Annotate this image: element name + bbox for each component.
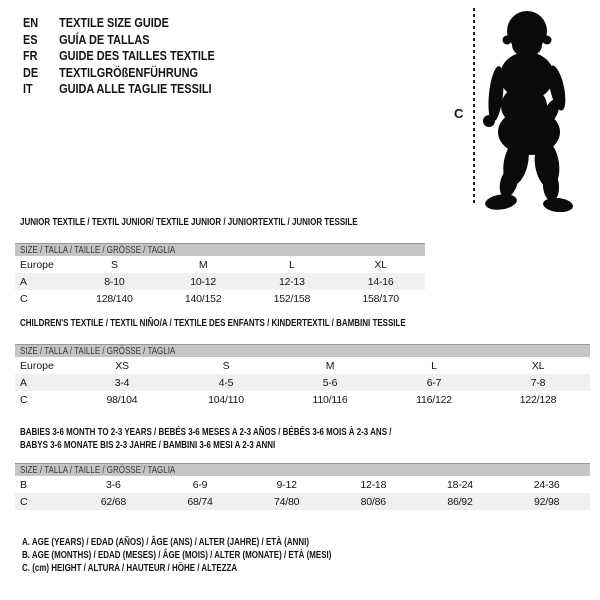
- heading-line: BABYS 3-6 MONATE BIS 2-3 JAHRE / BAMBINI 3-6 MESI A 2-3 ANNI: [20, 439, 276, 451]
- children-size-table: [15, 357, 590, 408]
- footnotes: [22, 536, 429, 575]
- height-measure-dashed-line: [473, 8, 475, 206]
- size-bar: [15, 344, 590, 357]
- language-row: [23, 81, 215, 98]
- table-row: [15, 273, 425, 290]
- table-row: [15, 256, 425, 273]
- toddler-silhouette-icon: [480, 5, 595, 212]
- size-cell: S: [222, 359, 230, 372]
- language-row: [23, 32, 215, 49]
- table-heading: [15, 216, 425, 229]
- language-code: FR: [23, 48, 38, 63]
- size-cell: 80/86: [360, 495, 386, 508]
- size-cell: 3-4: [114, 376, 130, 389]
- size-cell: L: [431, 359, 437, 372]
- guide-title: GUIDA ALLE TAGLIE TESSILI: [59, 81, 212, 96]
- size-cell: XS: [115, 359, 129, 372]
- size-cell: 152/158: [273, 292, 311, 305]
- size-cell: S: [110, 258, 118, 271]
- junior-textile-section: [15, 216, 425, 307]
- junior-size-table: [15, 256, 425, 307]
- size-cell: 24-36: [533, 478, 560, 491]
- row-label: A: [20, 275, 28, 288]
- size-cell: 116/122: [416, 393, 452, 406]
- size-cell: 3-6: [106, 478, 121, 491]
- row-label: C: [20, 393, 28, 406]
- table-row: [15, 476, 590, 493]
- size-bar: [15, 463, 590, 476]
- row-label: B: [20, 478, 28, 491]
- heading-line: BABIES 3-6 MONTH TO 2-3 YEARS / BEBÉS 3-6 MESES A 2-3 AÑOS / BÉBÉS 3-6 MOIS À 2-3 ANS /: [20, 426, 392, 438]
- size-cell: M: [325, 359, 335, 372]
- heading-line: JUNIOR TEXTILE / TEXTIL JUNIOR/ TEXTILE JUNIOR / JUNIORTEXTIL / JUNIOR TESSILE: [20, 216, 358, 228]
- size-cell: 9-12: [276, 478, 297, 491]
- size-cell: 12-13: [278, 275, 305, 288]
- size-cell: XL: [531, 359, 545, 372]
- row-label: A: [20, 376, 28, 389]
- table-row: [15, 391, 590, 408]
- language-code: DE: [23, 64, 39, 80]
- language-row: [23, 48, 215, 65]
- language-row: [23, 15, 215, 32]
- language-code: EN: [23, 15, 39, 30]
- language-code: ES: [23, 31, 38, 47]
- table-row: [15, 357, 590, 374]
- size-cell: 98/104: [106, 393, 138, 406]
- size-cell: 12-18: [360, 478, 387, 491]
- size-cell: 62/68: [100, 495, 126, 508]
- size-cell: 18-24: [447, 478, 473, 491]
- size-cell: 10-12: [190, 275, 217, 288]
- size-cell: 110/116: [312, 393, 348, 406]
- size-cell: L: [289, 258, 295, 271]
- size-cell: 8-10: [104, 275, 125, 288]
- babies-size-table: [15, 476, 590, 510]
- size-cell: 92/98: [534, 495, 560, 508]
- children-textile-section: [15, 317, 590, 408]
- size-cell: 68/74: [187, 495, 213, 508]
- size-cell: 74/80: [274, 495, 300, 508]
- size-bar-label: SIZE / TALLA / TAILLE / GRÖSSE / TAGLIA: [20, 464, 176, 476]
- guide-title: GUÍA DE TALLAS: [59, 31, 150, 47]
- size-cell: 104/110: [208, 393, 244, 406]
- row-label: Europe: [20, 359, 54, 372]
- size-cell: M: [198, 258, 208, 271]
- size-cell: 158/170: [362, 292, 399, 305]
- heading-line: CHILDREN'S TEXTILE / TEXTIL NIÑO/A / TEXTILE DES ENFANTS / KINDERTEXTIL / BAMBINI TESSILE: [20, 317, 406, 329]
- table-row: [15, 493, 590, 510]
- language-code: IT: [23, 81, 33, 96]
- guide-title: GUIDE DES TAILLES TEXTILE: [59, 48, 215, 63]
- row-label: Europe: [20, 258, 54, 271]
- size-bar-label: SIZE / TALLA / TAILLE / GRÖSSE / TAGLIA: [20, 244, 176, 256]
- guide-title: TEXTILGRÖßENFÜHRUNG: [59, 64, 199, 80]
- table-row: [15, 374, 590, 391]
- footnote-b: B. AGE (MONTHS) / EDAD (MESES) / ÂGE (MOIS) / ALTER (MONATE) / ETÀ (MESI): [22, 549, 332, 561]
- babies-textile-section: [15, 426, 590, 510]
- footnote-a: A. AGE (YEARS) / EDAD (AÑOS) / ÂGE (ANS) / ALTER (JAHRE) / ETÀ (ANNI): [22, 536, 309, 548]
- language-guide: [23, 15, 215, 98]
- table-row: [15, 290, 425, 307]
- size-bar: [15, 243, 425, 256]
- size-cell: 14-16: [367, 275, 394, 288]
- size-cell: 128/140: [96, 292, 133, 305]
- size-cell: 140/152: [184, 292, 222, 305]
- height-measure-label: C: [454, 106, 464, 121]
- size-cell: 122/128: [519, 393, 557, 406]
- size-cell: 5-6: [322, 376, 338, 389]
- size-bar-label: SIZE / TALLA / TAILLE / GRÖSSE / TAGLIA: [20, 345, 176, 357]
- row-label: C: [20, 495, 28, 508]
- table-heading: [15, 317, 590, 330]
- guide-title: TEXTILE SIZE GUIDE: [59, 15, 169, 30]
- table-heading: [15, 426, 590, 452]
- footnote-c: C. (cm) HEIGHT / ALTURA / HAUTEUR / HÖHE / ALTEZZA: [22, 562, 238, 574]
- size-cell: 4-5: [218, 376, 234, 389]
- language-row: [23, 65, 215, 82]
- size-cell: 86/92: [447, 495, 473, 508]
- row-label: C: [20, 292, 28, 305]
- size-cell: 6-7: [426, 376, 442, 389]
- size-cell: XL: [374, 258, 387, 271]
- size-cell: 6-9: [192, 478, 208, 491]
- size-cell: 7-8: [530, 376, 546, 389]
